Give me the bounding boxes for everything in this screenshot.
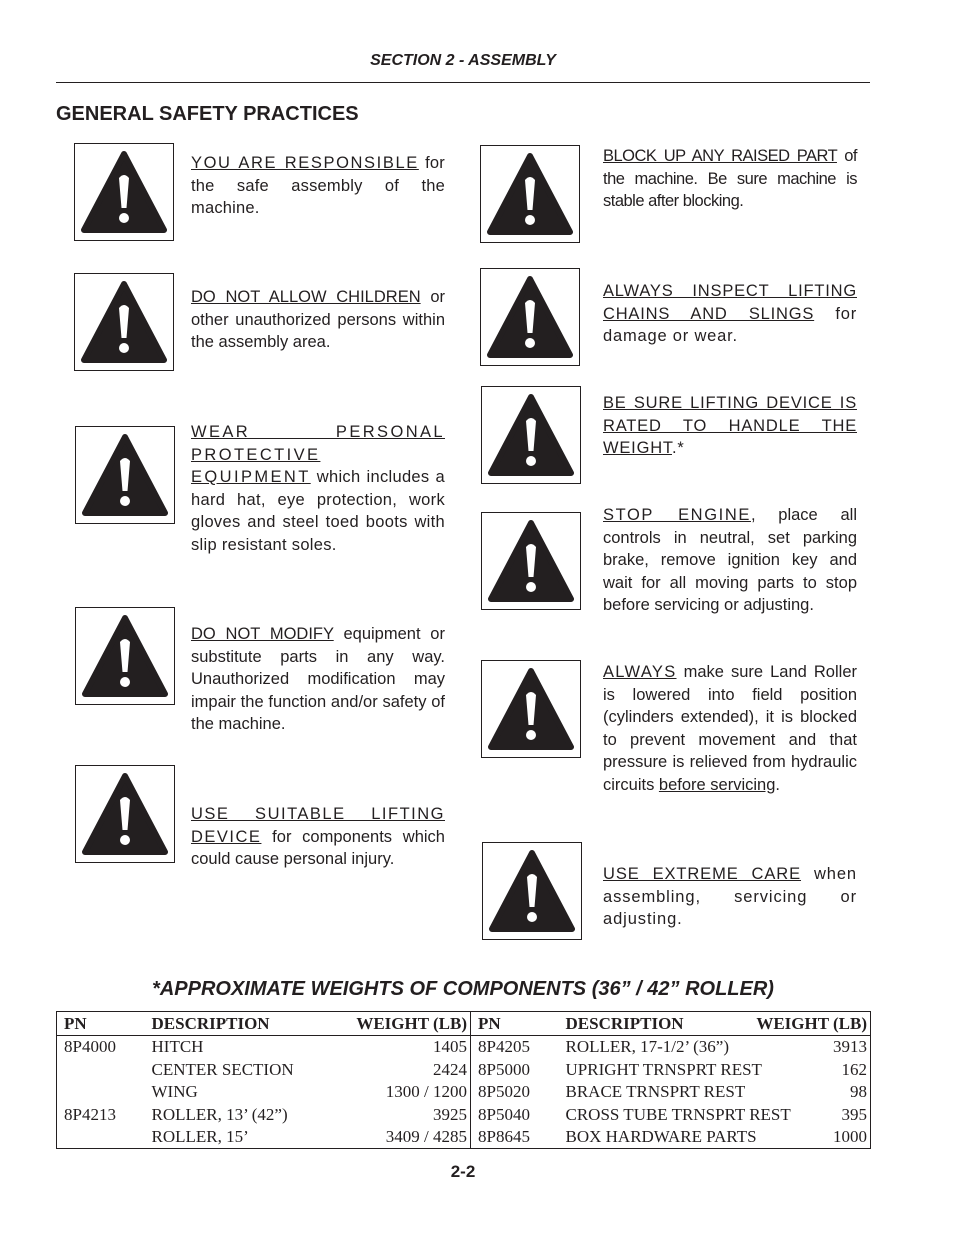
warning-exclamation-icon <box>487 665 575 753</box>
warning-icon <box>75 765 175 863</box>
table-cell: 395 <box>841 1104 867 1124</box>
table-header-row <box>57 1012 871 1036</box>
col-header: PN <box>57 1012 145 1036</box>
safety-note: ALWAYS make sure Land Roller is lowered into field position (cylinders extended), it is blocked to prevent movement and that pressure is relieved from hydraulic circuits before servicing. <box>603 663 857 794</box>
table-cell: 2424 <box>433 1059 467 1079</box>
table-cell: 8P4205 <box>471 1035 559 1058</box>
table-cell: 8P5040 <box>471 1103 559 1126</box>
safety-note: USE SUITABLE LIFTING DEVICE for components which could cause personal injury. <box>191 805 445 868</box>
table-cell: ROLLER, 15’ <box>151 1127 249 1147</box>
table-cell: BRACE TRNSPRT REST <box>565 1082 746 1102</box>
col-header: DESCRIPTION <box>145 1012 325 1036</box>
table-row <box>57 1103 871 1126</box>
table-row <box>57 1058 871 1081</box>
warning-exclamation-icon <box>80 278 168 366</box>
table-cell: 8P5000 <box>471 1058 559 1081</box>
warning-exclamation-icon <box>486 273 574 361</box>
col-header: WEIGHT (LB) <box>739 1012 871 1036</box>
warning-icon <box>482 842 582 940</box>
table-cell: 8P8645 <box>471 1126 559 1149</box>
table-cell: ROLLER, 13’ (42”) <box>151 1104 288 1124</box>
safety-note: USE EXTREME CARE when assembling, servicing or adjusting. <box>603 865 857 928</box>
table-cell: 8P4213 <box>64 1104 116 1124</box>
table-title: *APPROXIMATE WEIGHTS OF COMPONENTS (36” / 42” ROLLER) <box>152 978 774 1000</box>
table-cell: 1000 <box>833 1127 867 1147</box>
warning-exclamation-icon <box>81 770 169 858</box>
col-header: WEIGHT (LB) <box>325 1012 471 1036</box>
col-header: DESCRIPTION <box>559 1012 739 1036</box>
safety-note: STOP ENGINE, place all controls in neutral, set parking brake, remove ignition key and wait for all moving parts to stop before servicing or adjusting. <box>603 506 857 614</box>
warning-exclamation-icon <box>487 517 575 605</box>
warning-exclamation-icon <box>81 431 169 519</box>
table-row <box>57 1126 871 1149</box>
table-cell: BOX HARDWARE PARTS <box>565 1127 757 1147</box>
table-cell: CENTER SECTION <box>151 1059 294 1079</box>
table-cell: ROLLER, 17-1/2’ (36”) <box>565 1037 730 1057</box>
page-title: GENERAL SAFETY PRACTICES <box>56 103 359 125</box>
table-row <box>57 1035 871 1058</box>
safety-note: ALWAYS INSPECT LIFTING CHAINS AND SLINGS for damage or wear. <box>603 282 857 345</box>
table-cell: 1405 <box>433 1037 467 1057</box>
table-cell: 3913 <box>833 1037 867 1057</box>
table-cell: 1300 / 1200 <box>385 1082 467 1102</box>
section-header: SECTION 2 - ASSEMBLY <box>370 52 556 69</box>
warning-icon <box>481 660 581 758</box>
warning-exclamation-icon <box>487 391 575 479</box>
warning-icon <box>75 607 175 705</box>
safety-note: DO NOT MODIFY equipment or substitute parts in any way. Unauthorized modification may impair the function and/or safety of the machine. <box>191 625 445 733</box>
safety-note: DO NOT ALLOW CHILDREN or other unauthorized persons within the assembly area. <box>191 288 445 351</box>
col-header: PN <box>471 1012 559 1036</box>
table-row <box>57 1081 871 1104</box>
safety-note: YOU ARE RESPONSIBLE for the safe assembly of the machine. <box>191 154 445 217</box>
warning-icon <box>480 145 580 243</box>
table-cell: HITCH <box>151 1037 204 1057</box>
warning-exclamation-icon <box>80 148 168 236</box>
warning-icon <box>480 268 580 366</box>
safety-note: BE SURE LIFTING DEVICE IS RATED TO HANDLE THE WEIGHT.* <box>603 394 857 457</box>
table-cell: 8P4000 <box>64 1037 116 1057</box>
safety-note: BLOCK UP ANY RAISED PART of the machine. Be sure machine is stable after blocking. <box>603 147 857 210</box>
table-cell: UPRIGHT TRNSPRT REST <box>565 1059 762 1079</box>
table-cell: 8P5020 <box>471 1081 559 1104</box>
warning-exclamation-icon <box>488 847 576 935</box>
warning-icon <box>74 273 174 371</box>
table-cell <box>57 1081 145 1104</box>
warning-exclamation-icon <box>486 150 574 238</box>
table-cell: 162 <box>841 1059 867 1079</box>
table-cell <box>57 1126 145 1149</box>
warning-icon <box>74 143 174 241</box>
table-cell: CROSS TUBE TRNSPRT REST <box>565 1104 791 1124</box>
table-cell <box>57 1058 145 1081</box>
table-cell: 3409 / 4285 <box>385 1127 467 1147</box>
warning-icon <box>481 386 581 484</box>
safety-note: WEAR PERSONAL PROTECTIVE EQUIPMENT which includes a hard hat, eye protection, work gloves and steel toed boots with slip resistant soles. <box>191 423 445 554</box>
warning-icon <box>481 512 581 610</box>
weights-table <box>56 1011 871 1149</box>
table-cell: 98 <box>850 1082 867 1102</box>
page-number: 2-2 <box>450 1162 476 1181</box>
warning-exclamation-icon <box>81 612 169 700</box>
header-rule <box>56 82 870 83</box>
warning-icon <box>75 426 175 524</box>
table-cell: 3925 <box>433 1104 467 1124</box>
table-cell: WING <box>151 1082 198 1102</box>
